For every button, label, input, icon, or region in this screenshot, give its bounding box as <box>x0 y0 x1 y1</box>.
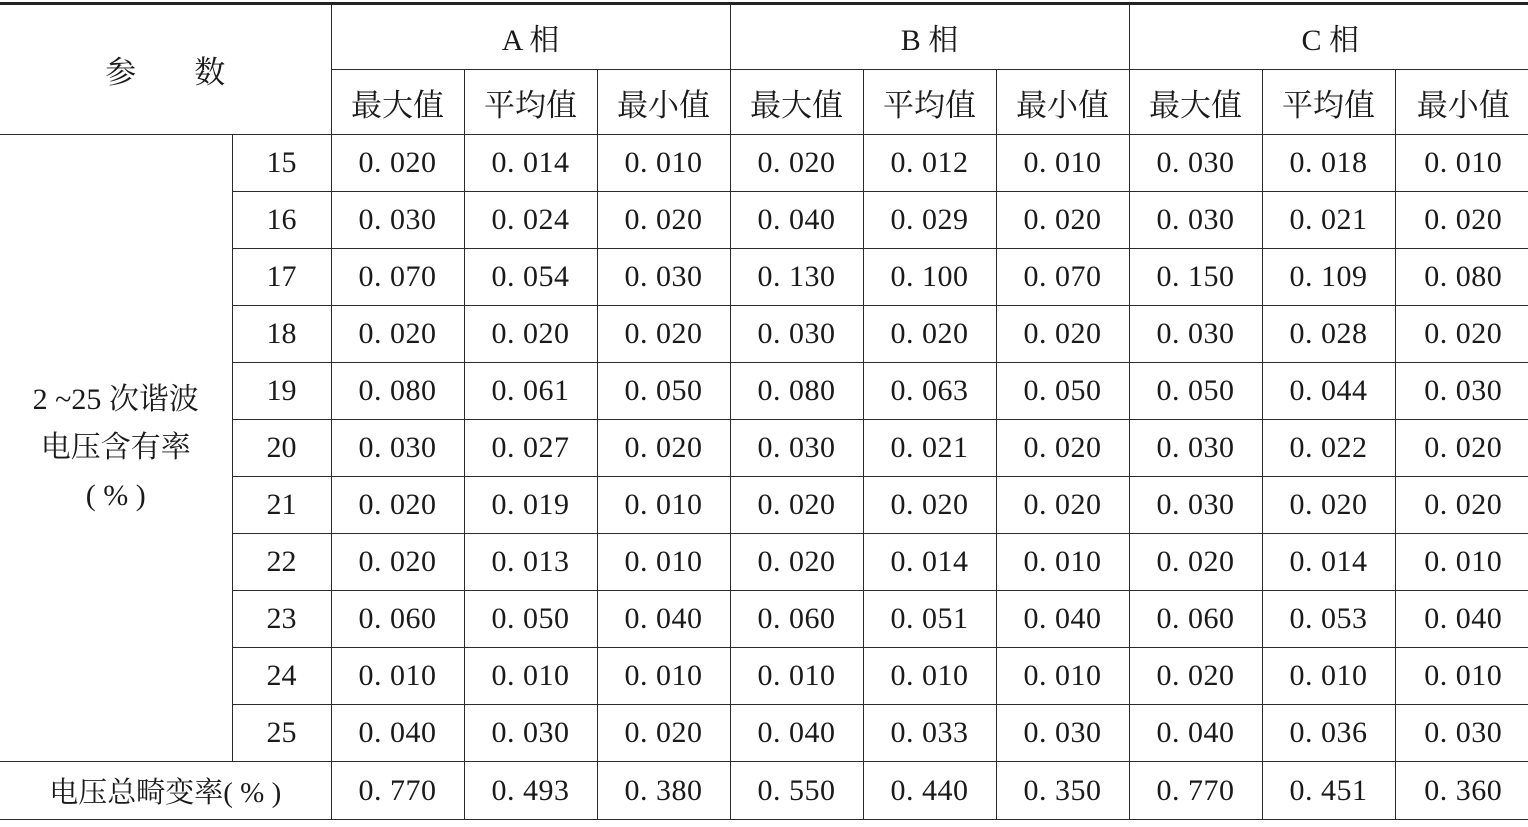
harmonic-order: 15 <box>232 135 331 192</box>
table-body <box>0 135 1528 762</box>
value-cell: 0. 130 <box>730 249 863 306</box>
value-cell: 0. 053 <box>1262 591 1395 648</box>
parameter-header <box>0 4 331 135</box>
harmonic-order: 21 <box>232 477 331 534</box>
stat-header: 最大值 <box>331 70 464 135</box>
value-cell: 0. 024 <box>464 192 597 249</box>
harmonic-order: 16 <box>232 192 331 249</box>
value-cell: 0. 109 <box>1262 249 1395 306</box>
value-cell: 0. 012 <box>863 135 996 192</box>
total-label: 电压总畸变率( % ) <box>0 762 331 820</box>
stat-header: 最小值 <box>996 70 1129 135</box>
total-value: 0. 360 <box>1395 762 1528 820</box>
stat-header: 最大值 <box>730 70 863 135</box>
value-cell: 0. 020 <box>996 192 1129 249</box>
value-cell: 0. 050 <box>464 591 597 648</box>
value-cell: 0. 030 <box>331 192 464 249</box>
value-cell: 0. 020 <box>597 192 730 249</box>
value-cell: 0. 013 <box>464 534 597 591</box>
value-cell: 0. 030 <box>331 420 464 477</box>
value-cell: 0. 010 <box>1395 534 1528 591</box>
value-cell: 0. 100 <box>863 249 996 306</box>
value-cell: 0. 060 <box>730 591 863 648</box>
value-cell: 0. 010 <box>597 477 730 534</box>
phase-a-header: A 相 <box>331 4 730 70</box>
value-cell: 0. 036 <box>1262 705 1395 762</box>
value-cell: 0. 029 <box>863 192 996 249</box>
value-cell: 0. 030 <box>1129 477 1262 534</box>
stat-header: 最大值 <box>1129 70 1262 135</box>
value-cell: 0. 020 <box>730 477 863 534</box>
value-cell: 0. 020 <box>1395 306 1528 363</box>
value-cell: 0. 010 <box>1395 135 1528 192</box>
group-label-line-2: 电压含有率 <box>40 431 191 464</box>
value-cell: 0. 019 <box>464 477 597 534</box>
value-cell: 0. 044 <box>1262 363 1395 420</box>
harmonic-order: 17 <box>232 249 331 306</box>
value-cell: 0. 020 <box>1395 420 1528 477</box>
value-cell: 0. 020 <box>597 420 730 477</box>
value-cell: 0. 020 <box>1395 477 1528 534</box>
value-cell: 0. 027 <box>464 420 597 477</box>
table-footer <box>0 762 1528 820</box>
value-cell: 0. 020 <box>1129 534 1262 591</box>
value-cell: 0. 020 <box>730 534 863 591</box>
total-value: 0. 493 <box>464 762 597 820</box>
stat-header: 最小值 <box>597 70 730 135</box>
harmonic-order: 25 <box>232 705 331 762</box>
value-cell: 0. 060 <box>331 591 464 648</box>
value-cell: 0. 020 <box>597 306 730 363</box>
value-cell: 0. 010 <box>331 648 464 705</box>
value-cell: 0. 028 <box>1262 306 1395 363</box>
value-cell: 0. 021 <box>863 420 996 477</box>
value-cell: 0. 030 <box>1129 192 1262 249</box>
value-cell: 0. 020 <box>1129 648 1262 705</box>
value-cell: 0. 010 <box>996 648 1129 705</box>
harmonic-order: 20 <box>232 420 331 477</box>
value-cell: 0. 020 <box>863 306 996 363</box>
value-cell: 0. 020 <box>331 135 464 192</box>
value-cell: 0. 040 <box>1395 591 1528 648</box>
value-cell: 0. 040 <box>730 192 863 249</box>
value-cell: 0. 020 <box>597 705 730 762</box>
total-value: 0. 550 <box>730 762 863 820</box>
param-label-1: 参 <box>105 55 137 90</box>
table-header <box>0 4 1528 135</box>
value-cell: 0. 020 <box>996 477 1129 534</box>
value-cell: 0. 030 <box>1129 306 1262 363</box>
stat-header: 最小值 <box>1395 70 1528 135</box>
value-cell: 0. 051 <box>863 591 996 648</box>
group-label-line-1: 2 ~25 次谐波 <box>32 383 199 416</box>
harmonic-order: 18 <box>232 306 331 363</box>
harmonic-order: 22 <box>232 534 331 591</box>
value-cell: 0. 030 <box>597 249 730 306</box>
harmonic-order: 23 <box>232 591 331 648</box>
value-cell: 0. 070 <box>996 249 1129 306</box>
phase-c-header: C 相 <box>1129 4 1528 70</box>
value-cell: 0. 040 <box>597 591 730 648</box>
value-cell: 0. 020 <box>996 306 1129 363</box>
value-cell: 0. 050 <box>1129 363 1262 420</box>
value-cell: 0. 080 <box>730 363 863 420</box>
harmonic-table <box>0 2 1528 820</box>
group-label-line-3: ( % ) <box>85 479 146 512</box>
value-cell: 0. 022 <box>1262 420 1395 477</box>
value-cell: 0. 010 <box>996 135 1129 192</box>
value-cell: 0. 010 <box>597 534 730 591</box>
value-cell: 0. 018 <box>1262 135 1395 192</box>
total-value: 0. 380 <box>597 762 730 820</box>
value-cell: 0. 054 <box>464 249 597 306</box>
value-cell: 0. 080 <box>331 363 464 420</box>
value-cell: 0. 040 <box>331 705 464 762</box>
param-label-2: 数 <box>194 55 226 90</box>
value-cell: 0. 020 <box>1262 477 1395 534</box>
value-cell: 0. 010 <box>1262 648 1395 705</box>
value-cell: 0. 030 <box>1395 705 1528 762</box>
stat-header: 平均值 <box>464 70 597 135</box>
value-cell: 0. 010 <box>863 648 996 705</box>
group-label <box>0 135 232 762</box>
value-cell: 0. 030 <box>464 705 597 762</box>
value-cell: 0. 030 <box>1395 363 1528 420</box>
value-cell: 0. 040 <box>1129 705 1262 762</box>
harmonic-order: 19 <box>232 363 331 420</box>
stat-header: 平均值 <box>1262 70 1395 135</box>
value-cell: 0. 020 <box>996 420 1129 477</box>
value-cell: 0. 080 <box>1395 249 1528 306</box>
value-cell: 0. 063 <box>863 363 996 420</box>
value-cell: 0. 020 <box>464 306 597 363</box>
value-cell: 0. 010 <box>464 648 597 705</box>
value-cell: 0. 050 <box>996 363 1129 420</box>
value-cell: 0. 030 <box>730 306 863 363</box>
value-cell: 0. 030 <box>1129 420 1262 477</box>
value-cell: 0. 010 <box>996 534 1129 591</box>
value-cell: 0. 070 <box>331 249 464 306</box>
value-cell: 0. 050 <box>597 363 730 420</box>
total-row <box>0 762 1528 820</box>
total-value: 0. 451 <box>1262 762 1395 820</box>
value-cell: 0. 040 <box>996 591 1129 648</box>
value-cell: 0. 061 <box>464 363 597 420</box>
total-value: 0. 770 <box>331 762 464 820</box>
value-cell: 0. 060 <box>1129 591 1262 648</box>
value-cell: 0. 010 <box>1395 648 1528 705</box>
value-cell: 0. 010 <box>597 648 730 705</box>
total-value: 0. 440 <box>863 762 996 820</box>
value-cell: 0. 030 <box>1129 135 1262 192</box>
value-cell: 0. 021 <box>1262 192 1395 249</box>
stat-header: 平均值 <box>863 70 996 135</box>
value-cell: 0. 150 <box>1129 249 1262 306</box>
harmonic-order: 24 <box>232 648 331 705</box>
total-value: 0. 350 <box>996 762 1129 820</box>
value-cell: 0. 020 <box>1395 192 1528 249</box>
value-cell: 0. 020 <box>331 306 464 363</box>
value-cell: 0. 014 <box>464 135 597 192</box>
value-cell: 0. 020 <box>730 135 863 192</box>
value-cell: 0. 033 <box>863 705 996 762</box>
value-cell: 0. 020 <box>863 477 996 534</box>
value-cell: 0. 014 <box>863 534 996 591</box>
value-cell: 0. 030 <box>730 420 863 477</box>
value-cell: 0. 014 <box>1262 534 1395 591</box>
total-value: 0. 770 <box>1129 762 1262 820</box>
value-cell: 0. 040 <box>730 705 863 762</box>
value-cell: 0. 020 <box>331 477 464 534</box>
value-cell: 0. 030 <box>996 705 1129 762</box>
value-cell: 0. 010 <box>597 135 730 192</box>
phase-b-header: B 相 <box>730 4 1129 70</box>
value-cell: 0. 020 <box>331 534 464 591</box>
value-cell: 0. 010 <box>730 648 863 705</box>
table-row <box>0 135 1528 192</box>
